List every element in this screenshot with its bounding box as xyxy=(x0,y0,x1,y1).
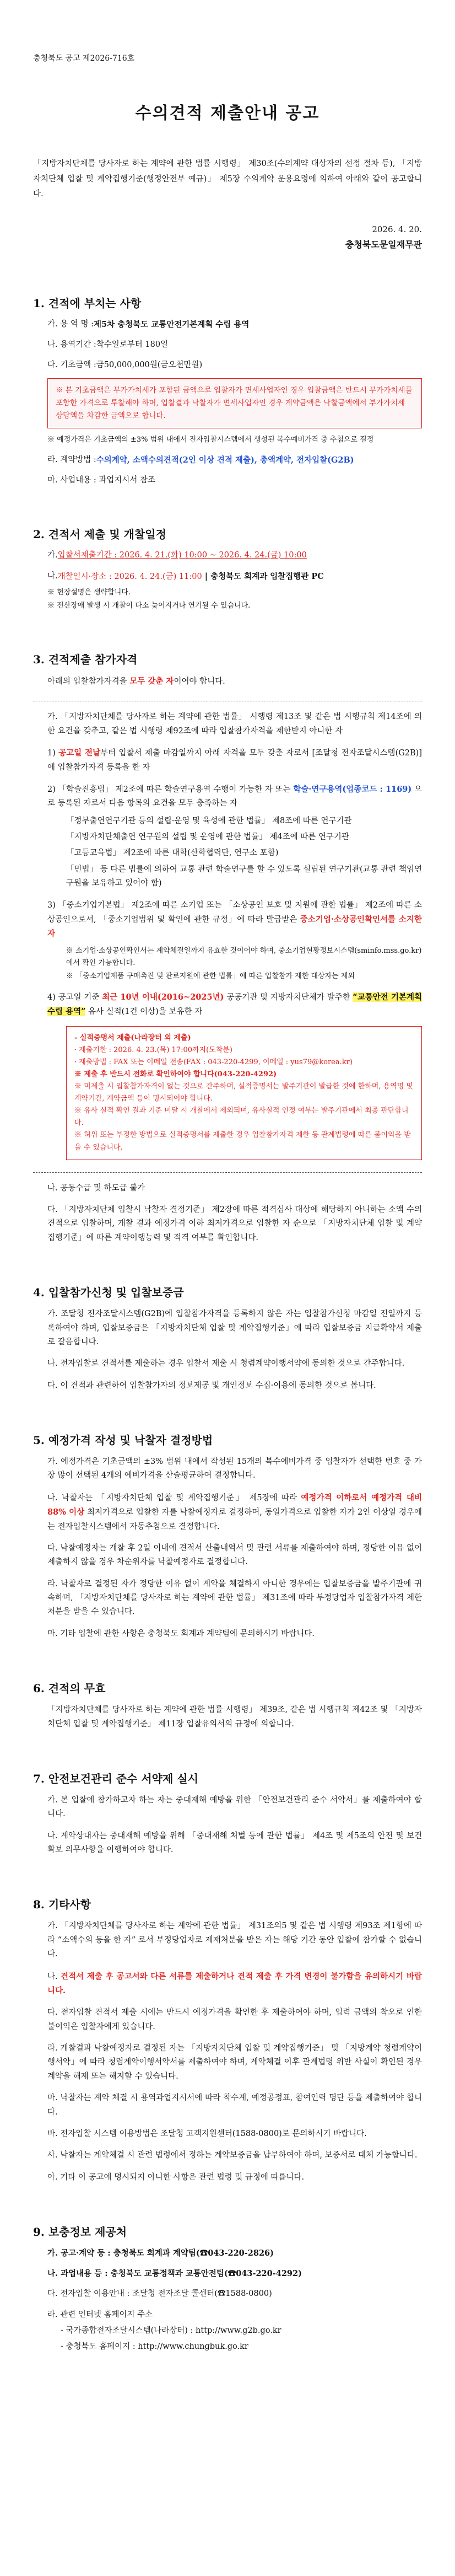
qualification-1: 1) 공고일 전날부터 입찰서 제출 마감일까지 아래 자격을 모두 갖춘 자로서 [조달청 전자조달시스템(G2B)]에 입찰참가자격 등록을 한 자 xyxy=(47,748,422,772)
issuing-org: 충청북도문일재무관 xyxy=(345,239,422,250)
submission-period: 입찰서제출기간 : 2026. 4. 21.(화) 10:00 ~ 2026. 4. 24.(금) 10:00 xyxy=(57,551,307,560)
section-heading: 7. 안전보건관리 준수 서약제 실시 xyxy=(33,1772,198,1785)
contact-task: 나. 과업내용 등 : 충청북도 교통정책과 교통안전팀(☎043-220-4292) xyxy=(47,2269,302,2279)
section-3 xyxy=(33,651,422,1245)
base-amount-row: 다. 기초금액 : 금50,000,000원(금오천만원) xyxy=(33,359,422,372)
misc-item-na: 나. 견적서 제출 후 공고서와 다른 서류를 제출하거나 견적 제출 후 가격 변경이 불가함을 유의하시기 바랍니다. xyxy=(47,1971,422,1995)
section-heading: 3. 견적제출 참가자격 xyxy=(33,653,138,667)
intro-paragraph: 「지방자치단체를 당사자로 하는 계약에 관한 법률 시행령」 제30조(수의계약 대상자의 선정 절차 등), 「지방자치단체 입찰 및 계약집행기준(행정안전부 예규)」 제5장 수의계약 운용요령에 의하여 아래와 같이 공고합니다. xyxy=(33,159,422,199)
contact-contract: 가. 공고·계약 등 : 충청북도 회계과 계약팀(☎043-220-2826) xyxy=(47,2248,274,2258)
link-g2b[interactable]: - 국가종합전자조달시스템(나라장터) : http://www.g2b.go.kr xyxy=(61,2326,281,2335)
estimate-note: ※ 예정가격은 기초금액의 ±3% 범위 내에서 전자입찰시스템에서 생성된 복수예비가격 중 추첨으로 결정 xyxy=(47,436,374,444)
section-2 xyxy=(33,525,422,612)
invalid-bid-text: 「지방자치단체를 당사자로 하는 계약에 관한 법률 시행령」 제39조, 같은 법 시행규칙 제42조 및 「지방자치단체 입찰 및 계약집행기준」 제11장 입찰유의서의 규정에 의합니다. xyxy=(47,1705,422,1729)
bid-item-ga: 가. 조달청 전자조달시스템(G2B)에 입찰참가자격을 등록하지 않은 자는 입찰참가신청 마감일 전일까지 등록하여야 하며, 입찰보증금은 「지방자치단체 입찰 및 계약집행기준」에 따라 입찰보증금 지급확약서 제출로 갈음합니다. xyxy=(47,1310,422,1346)
safety-item-na: 나. 계약상대자는 중대재해 예방을 위해 「중대재해 처벌 등에 관한 법률」 제4조 및 제5조의 안전 및 보건 확보 의무사항을 이행하여야 합니다. xyxy=(47,1831,422,1855)
page-title: 수의견적 제출안내 공고 xyxy=(135,104,320,123)
safety-item-ga: 가. 본 입찰에 참가하고자 하는 자는 중대재해 예방을 위한 「안전보건관리 준수 서약서」를 제출하여야 합니다. xyxy=(47,1795,422,1819)
bid-item-na: 나. 전자입찰로 견적서를 제출하는 경우 입찰서 제출 시 청렴계약이행서약에 동의한 것으로 간주합니다. xyxy=(47,1359,405,1368)
service-name-row: 가. 용 역 명 : 제5차 충청북도 교통안전기본계획 수립 용역 xyxy=(33,318,422,331)
section-5 xyxy=(33,1431,422,1641)
award-item-da: 다. 낙찰예정자는 개찰 후 2일 이내에 견적서 산출내역서 및 관련 서류를 제출하여야 하며, 정당한 이유 없이 제출하지 않을 경우 차순위자를 낙찰예정자로 결정합니다. xyxy=(47,1543,422,1567)
bid-item-da: 다. 이 견적과 관련하여 입찰참가자의 정보제공 및 개인정보 수집·이용에 동의한 것으로 봅니다. xyxy=(47,1381,376,1390)
delay-note: ※ 전산장애 발생 시 개찰이 다소 늦어지거나 연기될 수 있습니다. xyxy=(47,601,251,610)
opening-row: 나. 개찰일시·장소 : 2026. 4. 24.(금) 11:00 | 충청북도 회계과 입찰집행관 PC xyxy=(47,571,324,581)
section-heading: 5. 예정가격 작성 및 낙찰자 결정방법 xyxy=(33,1434,213,1447)
notice-date: 2026. 4. 20. xyxy=(372,224,422,234)
section-heading: 2. 견적서 제출 및 개찰일정 xyxy=(33,528,166,541)
section-4 xyxy=(33,1284,422,1393)
misc-item-ba: 바. 전자입찰 시스템 이용방법은 조달청 고객지원센터(1588-0800)로 문의하시기 바랍니다. xyxy=(47,2129,367,2138)
misc-item-ga: 가. 「지방자치단체를 당사자로 하는 계약에 관한 법률」 제31조의5 및 같은 법 시행령 제93조 제1항에 따라 “소액수의 등을 한 자” 로서 부정당업자로 제재처분을 받은 자는 해당 기간 동안 입찰에 참가할 수 없습니다. xyxy=(47,1922,422,1959)
contact-g2b: 다. 전자입찰 이용안내 : 조달청 전자조달 콜센터(☎1588-0800) xyxy=(47,2289,272,2299)
vat-notice-box: ※ 본 기초금액은 부가가치세가 포함된 금액으로 입찰자가 면세사업자인 경우 입찰금액은 반드시 부가가치세를 포함한 가격으로 투찰해야 하며, 입찰결과 낙찰자가 면세사업자인 경우 계약금액은 낙찰금액에서 부가가치세 상당액을 차감한 금액으로 합니다. xyxy=(47,378,422,428)
misc-item-ra: 라. 개찰결과 낙찰예정자로 결정된 자는 「지방자치단체 입찰 및 계약집행기준」 및 「지방계약 청렴계약이행서약」에 따라 청렴계약이행서약서를 제출하여야 하며, 계약체결 이후 관계법령 위반 사실이 확인된 경우 계약을 해제 또는 해지할 수 있습니다. xyxy=(47,2044,422,2081)
section-8 xyxy=(33,1896,422,2185)
section-heading: 1. 견적에 부치는 사항 xyxy=(33,296,142,310)
section-9 xyxy=(33,2223,422,2353)
section-heading: 8. 기타사항 xyxy=(33,1898,91,1912)
qualification-3-note-2: ※ 「중소기업제품 구매촉진 및 판로지원에 관한 법률」에 따른 입찰참가 제한 대상자는 제외 xyxy=(66,972,355,980)
misc-item-da: 다. 전자입찰 견적서 제출 시에는 반드시 예정가격을 확인한 후 제출하여야 하며, 입력 금액의 착오로 인한 불이익은 입찰자에게 있습니다. xyxy=(47,2008,422,2031)
award-item-ma: 마. 기타 입찰에 관한 사항은 충청북도 회계과 계약팀에 문의하시기 바랍니다. xyxy=(47,1629,315,1638)
qualification-intro: 아래의 입찰참가자격을 모두 갖춘 자이어야 합니다. xyxy=(47,677,225,686)
qualification-2: 2) 「학술진흥법」 제2조에 따른 학술연구용역 수행이 가능한 자 또는 학술·연구용역(업종코드 : 1169) 으로 등록된 자로서 다음 항목의 요건을 모두 충족하는 자 xyxy=(47,784,422,808)
misc-item-ma: 마. 낙찰자는 계약 체결 시 용역과업지시서에 따라 착수계, 예정공정표, 참여인력 명단 등을 제출하여야 합니다. xyxy=(47,2094,422,2117)
misc-item-aa: 아. 기타 이 공고에 명시되지 아니한 사항은 관련 법령 및 규정에 따릅니다. xyxy=(47,2172,305,2182)
submission-period-row: 가. 입찰서제출기간 : 2026. 4. 21.(화) 10:00 ~ 2026. 4. 24.(금) 10:00 xyxy=(33,549,422,562)
misc-item-sa: 사. 낙찰자는 계약체결 시 관련 법령에서 정하는 계약보증금을 납부하여야 하며, 보증서로 대체 가능합니다. xyxy=(47,2151,418,2160)
section-1 xyxy=(33,294,422,487)
qualification-ga: 가. 「지방자치단체를 당사자로 하는 계약에 관한 법률」 시행령 제13조 및 같은 법 시행규칙 제14조에 의한 요건을 갖추고, 같은 법 시행령 제92조에 따라 입찰참가자격을 제한받지 아니한 자 xyxy=(47,712,422,736)
qualification-2-b: 「지방자치단체출연 연구원의 설립 및 운영에 관한 법률」 제4조에 따른 연구기관 xyxy=(66,833,349,842)
section-heading: 6. 견적의 무효 xyxy=(33,1682,106,1695)
contact-web-heading: 라. 관련 인터넷 홈페이지 주소 xyxy=(47,2310,153,2319)
qualification-2-d: 「민법」 등 다른 법률에 의하여 교통 관련 학술연구를 할 수 있도록 설립된 연구기관(교통 관련 책임연구원을 보유하고 있어야 함) xyxy=(66,865,422,888)
section-7 xyxy=(33,1770,422,1858)
contract-method: 수의계약, 소액수의견적(2인 이상 견적 제출), 총액계약, 전자입찰(G2B) xyxy=(96,455,354,465)
scope-row: 마. 사업내용 : 과업지시서 참조 xyxy=(47,476,156,485)
award-item-ra: 라. 낙찰자로 결정된 자가 정당한 이유 없이 계약을 체결하지 아니한 경우에는 입찰보증금을 발주기관에 귀속하며, 「지방자치단체를 당사자로 하는 계약에 관한 법률」 제31조에 따라 부정당업자 입찰참가자격 제한 처분을 받을 수 있습니다. xyxy=(47,1579,422,1617)
section-heading: 4. 입찰참가신청 및 입찰보증금 xyxy=(33,1286,184,1300)
qualification-na: 나. 공동수급 및 하도급 불가 xyxy=(47,1183,145,1193)
section-heading: 9. 보충정보 제공처 xyxy=(33,2225,127,2239)
site-note: ※ 현장설명은 생략합니다. xyxy=(47,588,131,597)
link-chungbuk[interactable]: - 충청북도 홈페이지 : http://www.chungbuk.go.kr xyxy=(61,2342,248,2351)
opening-datetime: 개찰일시·장소 : 2026. 4. 24.(금) 11:00 xyxy=(57,572,202,581)
notice-number: 충청북도 공고 제2026-716호 xyxy=(33,54,135,63)
section-6 xyxy=(33,1679,422,1731)
service-period-row: 나. 용역기간 : 착수일로부터 180일 xyxy=(33,339,422,351)
divider xyxy=(33,1172,422,1173)
service-period: 착수일로부터 180일 xyxy=(96,340,169,349)
qualification-2-a: 「정부출연연구기관 등의 설립·운영 및 육성에 관한 법률」 제8조에 따른 연구기관 xyxy=(66,816,352,825)
qualification-3-note-1: ※ 소기업·소상공인확인서는 계약체결일까지 유효한 것이어야 하며, 중소기업현황정보시스템(sminfo.mss.go.kr)에서 확인 가능합니다. xyxy=(66,946,422,967)
qualification-2-c: 「고등교육법」 제2조에 따른 대학(산학협력단, 연구소 포함) xyxy=(66,849,279,858)
qualification-3: 3) 「중소기업기본법」 제2조에 따른 소기업 또는 「소상공인 보호 및 지원에 관한 법률」 제2조에 따른 소상공인으로서, 「중소기업범위 및 확인에 관한 규정」에 따라 발급받은 중소기업·소상공인확인서를 소지한 자 xyxy=(47,900,422,939)
opening-place: | 충청북도 회계과 입찰집행관 PC xyxy=(202,571,324,581)
qualification-4: 4) 공고일 기준 최근 10년 이내(2016~2025년) 공공기관 및 지방자치단체가 발주한 “교통안전 기본계획 수립 용역” 유사 실적(1건 이상)을 보유한 자 xyxy=(47,992,422,1017)
award-item-ga: 가. 예정가격은 기초금액의 ±3% 범위 내에서 작성된 15개의 복수예비가격 중 입찰자가 선택한 번호 중 가장 많이 선택된 4개의 예비가격을 산술평균하여 결정합니다. xyxy=(47,1457,422,1480)
service-name: 제5차 충청북도 교통안전기본계획 수립 용역 xyxy=(93,319,250,329)
contract-method-row: 라. 계약방법 : 수의계약, 소액수의견적(2인 이상 견적 제출), 총액계약, 전자입찰(G2B) xyxy=(33,454,422,466)
base-amount: 금50,000,000원(금오천만원) xyxy=(96,361,203,370)
award-item-na: 나. 낙찰자는 「지방자치단체 입찰 및 계약집행기준」 제5장에 따라 예정가격 이하로서 예정가격 대비 88% 이상 최저가격으로 입찰한 자를 낙찰예정자로 결정하며, 동일가격으로 입찰한 자가 2인 이상일 경우에는 전자입찰시스템에서 자동추첨으로 결정합니다. xyxy=(47,1493,422,1531)
performance-proof-box: - 실적증명서 제출(나라장터 외 제출) · 제출기한 : 2026. 4. 23.(목) 17:00까지(도착분) · 제출방법 : FAX 또는 이메일 전송(FAX : 043-220-4299, 이메일 : yus79@korea.kr) ※ 제출 후 반드시 전화로 확인하여야 합니다(043-220-4292) ※ 미제출 시 입찰참가자격이 없는 것으로 간주하며, 실적증명서는 발주기관이 발급한 것에 한하며, 용역명 및 계약기간, 계약금액 등이 명시되어야 합니다. ※ 유사 실적 확인 결과 기준 미달 시 개찰에서 제외되며, 유사실적 인정 여부는 발주기관에서 최종 판단합니다. ※ 허위 또는 부정한 방법으로 실적증명서를 제출한 경우 입찰참가자격 제한 등 관계법령에 따른 불이익을 받을 수 있습니다. xyxy=(66,1026,422,1160)
qualification-da: 다. 「지방자치단체 입찰시 낙찰자 결정기준」 제2장에 따른 적격심사 대상에 해당하지 아니하는 소액 수의견적으로 입찰하며, 개찰 결과 예정가격 이하 최저가격으로 입찰한 자 순으로 「지방자치단체 입찰 및 계약집행기준」에 따른 계약이행능력 및 적격 여부를 확인합니다. xyxy=(47,1205,422,1242)
